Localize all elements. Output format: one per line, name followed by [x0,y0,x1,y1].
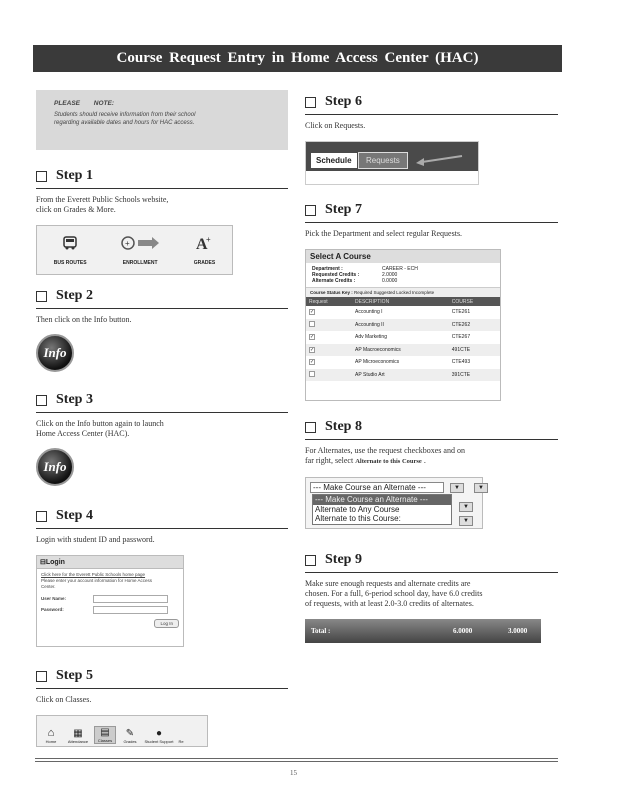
home-link[interactable]: Click here for the Everett Public Schools home page [41,572,146,577]
page-number: 15 [290,769,297,777]
step-label: Step 5 [56,668,93,683]
classes-bar [36,715,208,747]
step-text: For Alternates, use the request checkboxes and on far right, select Alternate to this Course . [305,446,465,465]
home-tab[interactable]: ⌂ Home [40,727,62,744]
total-requested: 6.0000 [453,627,473,635]
request-checkbox[interactable] [309,371,315,377]
grades-tab[interactable]: ✎ Grades [119,728,141,744]
calendar-icon: ▦ [73,728,83,739]
step-text: Click on Classes. [36,695,92,704]
note-line: Students should receive information from their school [54,111,196,118]
alternate-panel [305,477,483,529]
step-2 [36,288,288,372]
classes-tab[interactable]: ▤ Classes [94,726,116,744]
bus-routes-link[interactable]: BUS ROUTES [54,235,87,266]
step-3 [36,392,288,486]
more-tab[interactable]: Re [178,739,184,744]
checkbox[interactable] [305,422,316,433]
svg-text:A: A [196,236,209,251]
step-1 [36,168,288,275]
checkbox[interactable] [36,511,47,522]
requests-tab[interactable]: Requests [358,152,408,169]
total-label: Total : [311,627,331,635]
step-4 [36,508,288,647]
step-label: Step 9 [325,552,362,567]
step-text: Click on the Info button again to launch Home Access Center (HAC). [36,419,164,438]
dropdown-option[interactable]: --- Make Course an Alternate --- [313,495,451,505]
alternate-select[interactable]: --- Make Course an Alternate --- [310,482,444,493]
info-button[interactable]: Info [36,448,74,486]
table-row: ✓ Adv Marketing CTE267 [310,334,471,341]
course-table: Request DESCRIPTION COURSE ✓ Accounting I CTE261 Accounting II CTE262 ✓ Adv Marketing CTE267 ✓ AP Macroeconomics 491CTE ✓ AP Microeconomics CTE493 AP Studio Art 391CTE [306,297,500,381]
enrollment-link[interactable]: + ENROLLMENT [120,235,160,266]
request-checkbox[interactable]: ✓ [310,334,315,341]
footer-divider [35,761,558,762]
info-button[interactable]: Info [36,334,74,372]
request-checkbox[interactable]: ✓ [310,359,315,366]
checkbox[interactable] [305,205,316,216]
login-header: ⊟Login [37,556,183,569]
checkbox[interactable] [305,555,316,566]
step-6 [305,94,558,185]
step-label: Step 3 [56,392,93,407]
svg-text:+: + [206,235,212,244]
step-5 [36,668,288,747]
dropdown-option[interactable]: Alternate to this Course: [315,514,401,523]
alternate-options [312,494,452,525]
svg-text:+: + [125,239,130,248]
step-text: From the Everett Public Schools website, click on Grades & More. [36,195,169,214]
step-text: Make sure enough requests and alternate credits are chosen. For a full, 6-period school day, have 6.0 credits of requests, with at least 2.0-3.0 credits of alternates. [305,579,483,608]
checkbox[interactable] [36,395,47,406]
dropdown-option[interactable]: Alternate to Any Course [315,504,400,514]
request-checkbox[interactable]: ✓ [310,309,315,316]
arrow-icon [414,152,464,166]
attendance-tab[interactable]: ▦ Attendance [65,728,91,744]
step-label: Step 1 [56,168,93,183]
requests-tabs [305,141,479,185]
table-row: AP Studio Art 391CTE [306,369,500,382]
chevron-down-icon[interactable]: ▼ [474,483,488,493]
note-heading: PLEASE NOTE: [54,100,115,107]
checkbox[interactable] [36,671,47,682]
page-title: Course Request Entry in Home Access Center (HAC) [33,45,562,72]
checkbox[interactable] [305,97,316,108]
footer-divider [35,758,558,759]
table-row: ✓ AP Macroeconomics 491CTE [306,344,500,357]
minus-icon: ⊟ [40,559,46,566]
checkbox[interactable] [36,171,47,182]
left-column [36,90,288,744]
panel-header: Select A Course [306,250,500,263]
bus-icon [62,235,78,251]
username-input[interactable] [93,595,168,603]
checkbox[interactable] [36,291,47,302]
password-input[interactable] [93,606,168,614]
step-label: Step 8 [325,419,362,434]
book-icon: ▤ [100,727,110,738]
select-course-panel: Select A Course Department : CAREER - ECH Requested Credits : 2.0000 Alternate Credits : 0.0000 Course Status Key : Required Suggested Locked Incomplete Request DESCRIPTION COURSE ✓ Accounting I CTE261 Accounting II CTE262 ✓ Adv Marketing CTE267 ✓ AP Macroeconomics 491CTE ✓ AP Microeconomics CTE493 AP Studio Art 391CTE [305,249,501,401]
step-9 [305,552,558,643]
table-row: ✓ AP Microeconomics CTE493 [310,359,471,366]
step-text: Login with student ID and password. [36,535,155,544]
request-checkbox[interactable] [309,321,315,327]
step-text: Then click on the Info button. [36,315,132,324]
chevron-down-icon[interactable]: ▼ [450,483,464,493]
step-text: Pick the Department and select regular Requests. [305,229,463,238]
note-line: regarding available dates and hours for HAC access. [54,120,195,126]
step-label: Step 6 [325,94,362,109]
chevron-down-icon[interactable]: ▼ [459,502,473,512]
total-bar [305,619,541,643]
total-alternate: 3.0000 [508,627,528,635]
step-8 [305,419,558,529]
home-icon: ⌂ [47,727,55,739]
grades-bar [36,225,233,275]
pencil-icon: ✎ [125,728,135,739]
request-checkbox[interactable]: ✓ [310,346,315,353]
login-panel: ⊟Login Click here for the Everett Public Schools home page Please enter your account information for Home Access Center. User Name: Password: Log In [36,555,184,647]
grades-icon [196,235,212,251]
step-label: Step 4 [56,508,93,523]
step-7 [305,202,558,401]
note-box [36,90,288,150]
step-label: Step 2 [56,288,93,303]
step-label: Step 7 [325,202,362,217]
table-row: ✓ Accounting I CTE261 [310,309,471,316]
step-text: Click on Requests. [305,121,366,130]
grades-link[interactable]: A + GRADES [193,235,216,266]
person-icon: ● [155,728,163,739]
student-support-tab[interactable]: ● Student Support [144,728,174,744]
table-row: Accounting II CTE262 [306,319,500,332]
enrollment-icon [120,235,160,251]
login-button[interactable]: Log In [154,619,179,628]
chevron-down-icon[interactable]: ▼ [459,516,473,526]
schedule-tab[interactable]: Schedule [311,153,357,168]
